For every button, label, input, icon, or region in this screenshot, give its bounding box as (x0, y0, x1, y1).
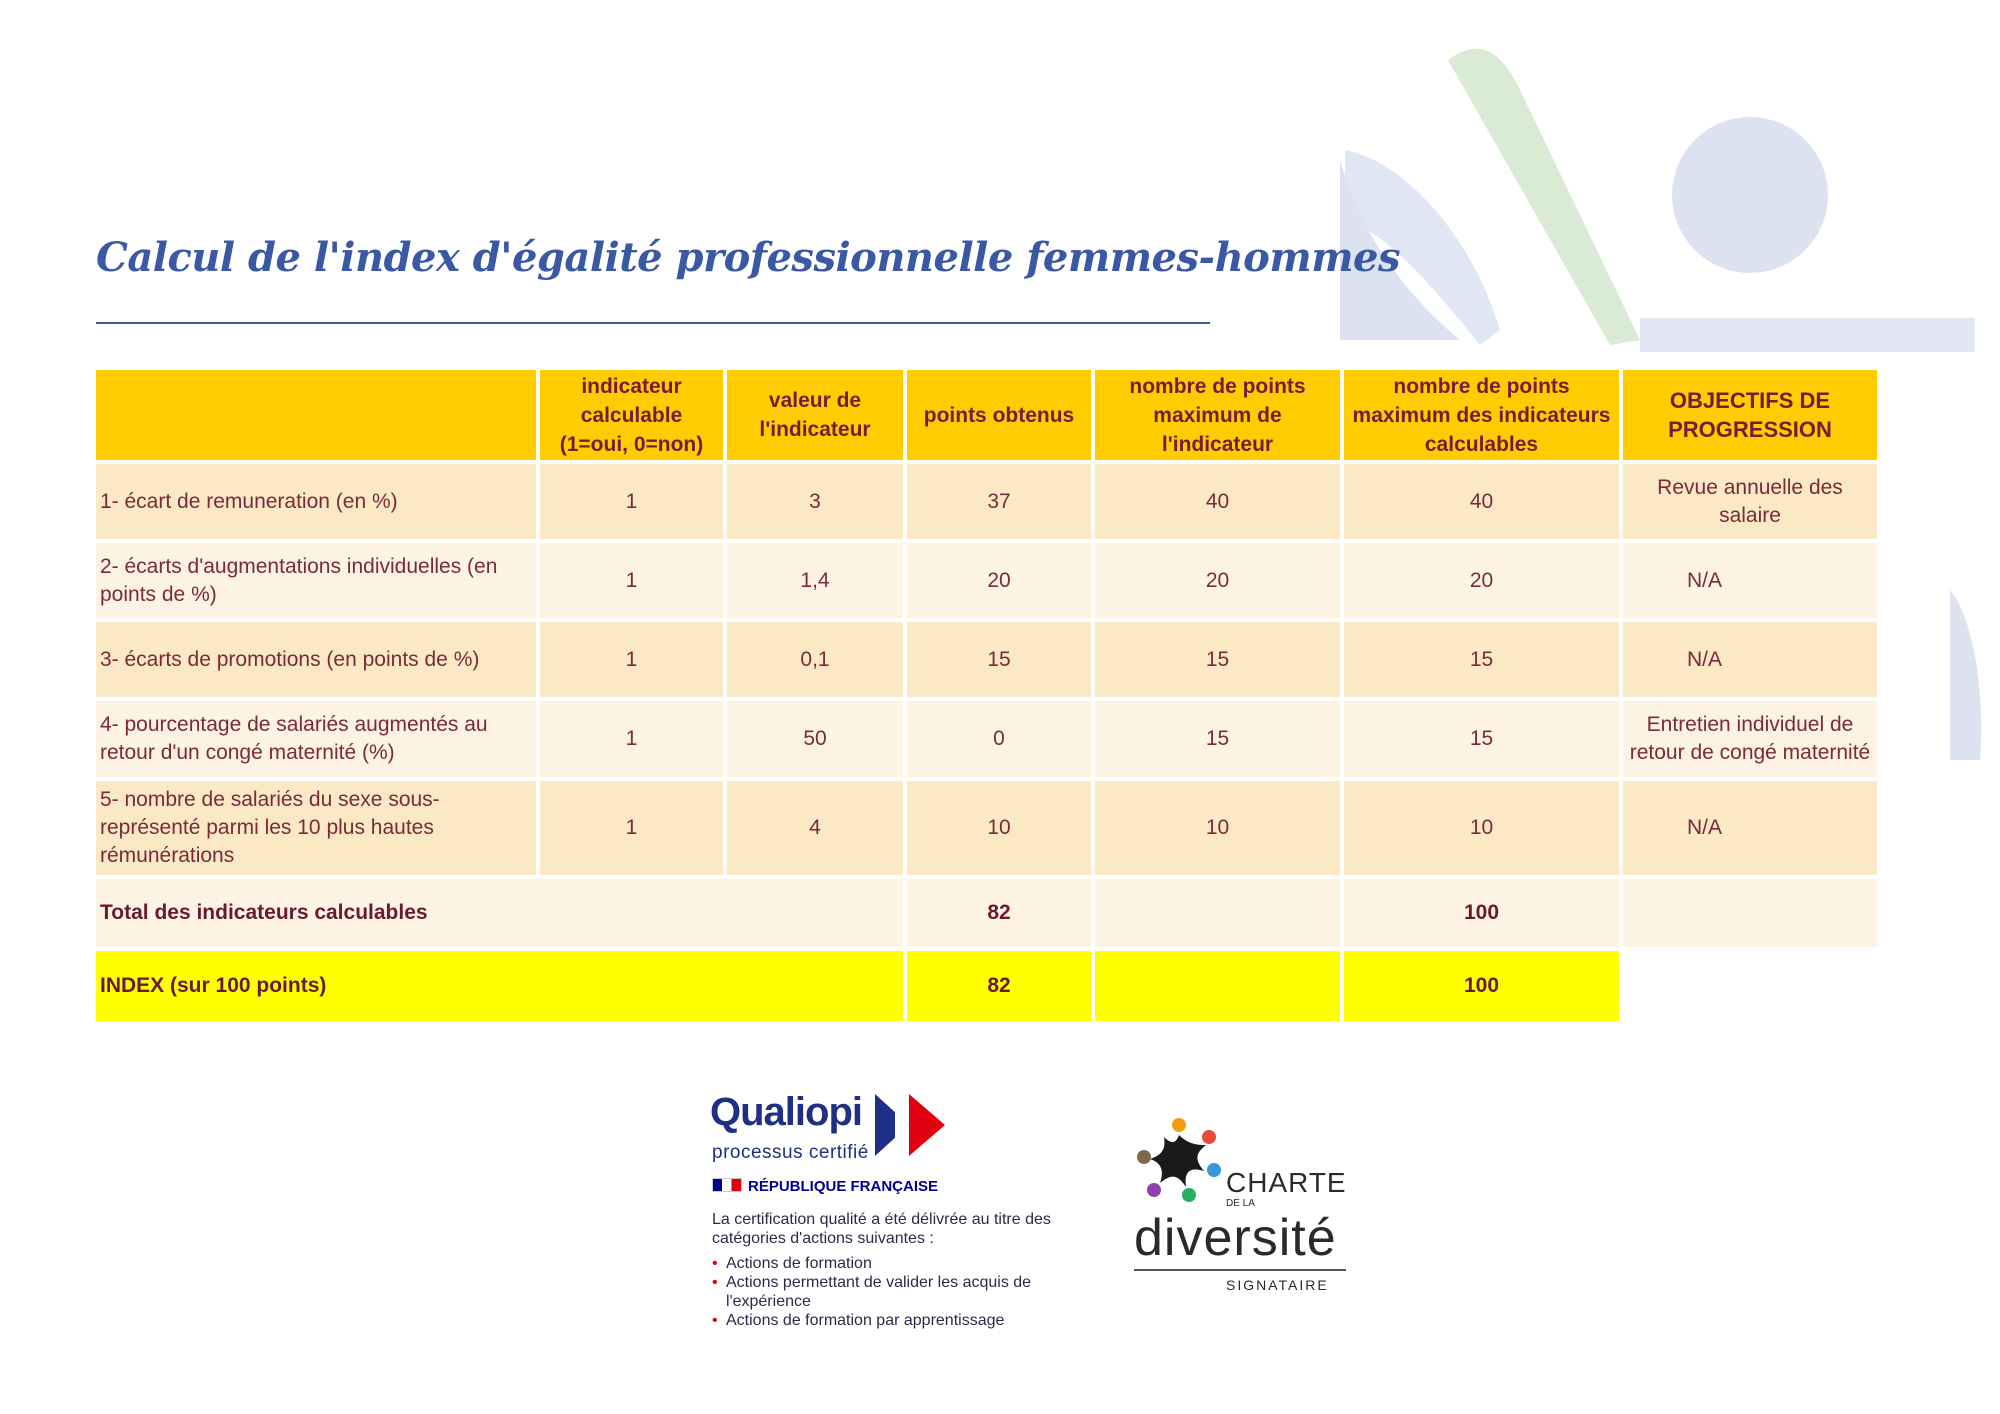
total-spacer-end (1623, 879, 1877, 947)
cell-max-calculables: 10 (1344, 781, 1619, 875)
total-max: 100 (1344, 879, 1619, 947)
table-row (96, 701, 1877, 777)
header-objectifs: OBJECTIFS DE PROGRESSION (1623, 370, 1877, 460)
cell-calculable: 1 (540, 701, 723, 777)
cell-objectif: N/A (1623, 543, 1877, 618)
cell-valeur: 3 (727, 464, 903, 539)
cell-valeur: 1,4 (727, 543, 903, 618)
cell-calculable: 1 (540, 781, 723, 875)
index-table (92, 366, 1881, 1025)
page-title: Calcul de l'index d'égalité professionnelle femmes-hommes (96, 234, 1400, 281)
row-label: 1- écart de remuneration (en %) (96, 464, 536, 539)
table-row (96, 781, 1877, 875)
header-valeur: valeur de l'indicateur (727, 370, 903, 460)
republique-label: RÉPUBLIQUE FRANÇAISE (748, 1178, 939, 1195)
qualiopi-subtitle: processus certifié (712, 1142, 869, 1163)
qualiopi-actions-list (712, 1254, 1052, 1330)
cell-calculable: 1 (540, 464, 723, 539)
index-max: 100 (1344, 951, 1619, 1021)
cell-valeur: 0,1 (727, 622, 903, 697)
republique-francaise (712, 1178, 938, 1195)
index-spacer-end (1623, 951, 1877, 1021)
charte-diversite-logo (1130, 1115, 1360, 1295)
index-points: 82 (907, 951, 1091, 1021)
total-spacer (1095, 879, 1340, 947)
charte-divider (1134, 1269, 1346, 1271)
qualiopi-arrows-icon (875, 1094, 947, 1156)
cell-points: 20 (907, 543, 1091, 618)
cell-max-indicateur: 15 (1095, 622, 1340, 697)
list-item: • Actions de formation (712, 1254, 1052, 1273)
charte-word: CHARTE (1226, 1167, 1347, 1198)
de-la-word: DE LA (1226, 1198, 1255, 1209)
title-underline (96, 322, 1210, 324)
header-max-calculables: nombre de points maximum des indicateurs calculables (1344, 370, 1619, 460)
french-flag-icon (712, 1178, 742, 1192)
cell-valeur: 50 (727, 701, 903, 777)
cell-points: 10 (907, 781, 1091, 875)
cell-max-calculables: 15 (1344, 701, 1619, 777)
list-item: • Actions de formation par apprentissage (712, 1311, 1052, 1330)
qualiopi-description: La certification qualité a été délivrée au titre des catégories d'actions suivantes : (712, 1211, 1051, 1247)
cell-max-indicateur: 40 (1095, 464, 1340, 539)
cell-max-calculables: 40 (1344, 464, 1619, 539)
cell-points: 37 (907, 464, 1091, 539)
cell-max-calculables: 20 (1344, 543, 1619, 618)
cell-objectif: Entretien individuel de retour de congé maternité (1623, 701, 1877, 777)
cell-max-calculables: 15 (1344, 622, 1619, 697)
header-row (96, 370, 1877, 460)
header-label (96, 370, 536, 460)
row-label: 4- pourcentage de salariés augmentés au retour d'un congé maternité (%) (96, 701, 536, 777)
cell-points: 0 (907, 701, 1091, 777)
cell-max-indicateur: 10 (1095, 781, 1340, 875)
cell-objectif: Revue annuelle des salaire (1623, 464, 1877, 539)
index-spacer (1095, 951, 1340, 1021)
header-points: points obtenus (907, 370, 1091, 460)
diversite-word: diversité (1134, 1209, 1337, 1267)
cell-valeur: 4 (727, 781, 903, 875)
cell-objectif: N/A (1623, 781, 1877, 875)
table-row (96, 543, 1877, 618)
header-calculable: indicateur calculable (1=oui, 0=non) (540, 370, 723, 460)
cell-max-indicateur: 20 (1095, 543, 1340, 618)
index-row (96, 951, 1877, 1021)
header-max-indicateur: nombre de points maximum de l'indicateur (1095, 370, 1340, 460)
cell-calculable: 1 (540, 543, 723, 618)
row-label: 2- écarts d'augmentations individuelles (en points de %) (96, 543, 536, 618)
total-points: 82 (907, 879, 1091, 947)
table-row (96, 622, 1877, 697)
index-label: INDEX (sur 100 points) (96, 951, 903, 1021)
cell-objectif: N/A (1623, 622, 1877, 697)
qualiopi-wordmark: Qualiopi (710, 1090, 862, 1134)
list-item: • Actions permettant de valider les acquis de l'expérience (712, 1273, 1052, 1311)
row-label: 3- écarts de promotions (en points de %) (96, 622, 536, 697)
cell-max-indicateur: 15 (1095, 701, 1340, 777)
signataire-word: SIGNATAIRE (1226, 1277, 1329, 1293)
charte-figures-icon (1134, 1115, 1224, 1205)
total-label: Total des indicateurs calculables (96, 879, 903, 947)
table-row (96, 464, 1877, 539)
total-row (96, 879, 1877, 947)
cell-calculable: 1 (540, 622, 723, 697)
cell-points: 15 (907, 622, 1091, 697)
row-label: 5- nombre de salariés du sexe sous-représenté parmi les 10 plus hautes rémunérations (96, 781, 536, 875)
